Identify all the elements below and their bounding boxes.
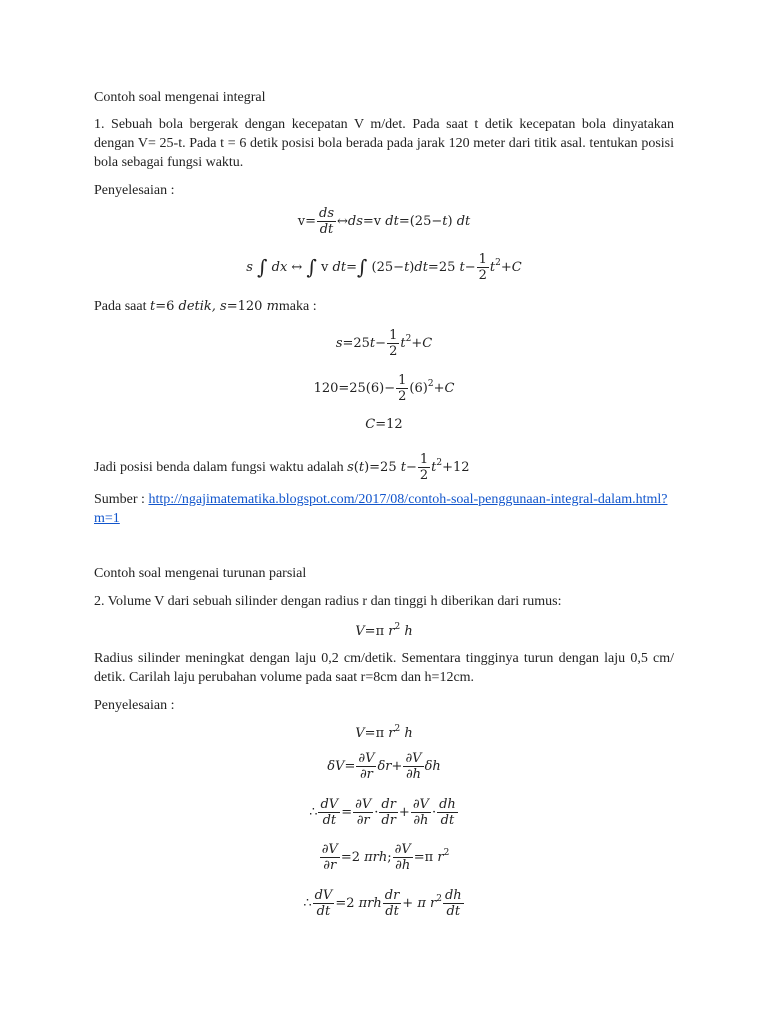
equation-substitution: 120=25(6)− $\frac{1}{2}$ $(6)^2+C$ [313,373,455,404]
source-label: Sumber : [94,492,149,507]
equation-position: s=25t− $\frac{1}{2}$ $t^2+C$ [335,328,433,359]
section1-title: Contoh soal mengenai integral [94,90,266,105]
equation-velocity: v= $\frac{ds}{dt}$ ↔ds=v dt=(25−t) dt [297,206,471,237]
conclusion-math: s(t)=25 t− $\frac{1}{2}$ $t^2+12$ [347,452,470,483]
source-line [94,490,674,528]
equation-chain-rule: ∴ $\frac{dV}{dt}$ = $\frac{\partial V}{\partial r}$ · $\frac{dr}{dr}$ + $\frac{\partial V}{\partial h}$ · $\frac{dh}{dt}$ [309,797,456,828]
equation-volume-2: V=π $r^2$ h [355,724,413,741]
section2-problem: 2. Volume V dari sebuah silinder dengan radius r dan tinggi h diberikan dari rumus: [94,594,562,609]
equation-volume: V=π $r^2$ h [355,622,413,639]
section2-rates: Radius silinder meningkat dengan laju 0,2 cm/detik. Sementara tingginya turun dengan laju 0,5 cm/ detik. Carilah laju perubahan volume pada saat r=8cm dan h=12cm. [94,651,674,685]
section2-solution-label: Penyelesaian : [94,698,175,713]
section1-solution-label: Penyelesaian : [94,183,175,198]
section2-title: Contoh soal mengenai turunan parsial [94,566,307,581]
condition-prefix: Pada saat [94,299,150,314]
conclusion-line [94,452,674,483]
source-link[interactable]: http://ngajimatematika.blogspot.com/2017/08/contoh-soal-penggunaan-integral-dalam.html?m=1 [94,492,668,526]
conclusion-prefix: Jadi posisi benda dalam fungsi waktu adalah [94,460,344,475]
condition-suffix: maka : [278,299,317,314]
condition-math: t=6 detik, s=120 m [149,299,279,314]
equation-delta-v: δV= $\frac{\partial V}{\partial r}$ δr+ $\frac{\partial V}{\partial h}$ δh [327,751,441,782]
equation-partials: $\frac{\partial V}{\partial r}$ =2 πrh; $\frac{\partial V}{\partial h}$ =π $r^2$ [321,842,450,873]
section1-problem: 1. Sebuah bola bergerak dengan kecepatan V m/det. Pada saat t detik kecepatan bola dinyatakan dengan V= 25-t. Pada t = 6 detik posisi bola berada pada jarak 120 meter dari titik asal. tentukan posisi bola sebagai fungsi waktu. [94,117,674,170]
equation-integral: s ∫ dx ↔ ∫ v dt=∫ (25−t)dt=25 t− $\frac{1}{2}$ $t^2+C$ [246,252,522,283]
equation-constant: C=12 [365,417,403,432]
equation-rate-of-change: ∴ $\frac{dV}{dt}$ =2 πrh $\frac{dr}{dt}$ + π $r^2$ $\frac{dh}{dt}$ [303,888,462,919]
condition-line [94,297,674,316]
